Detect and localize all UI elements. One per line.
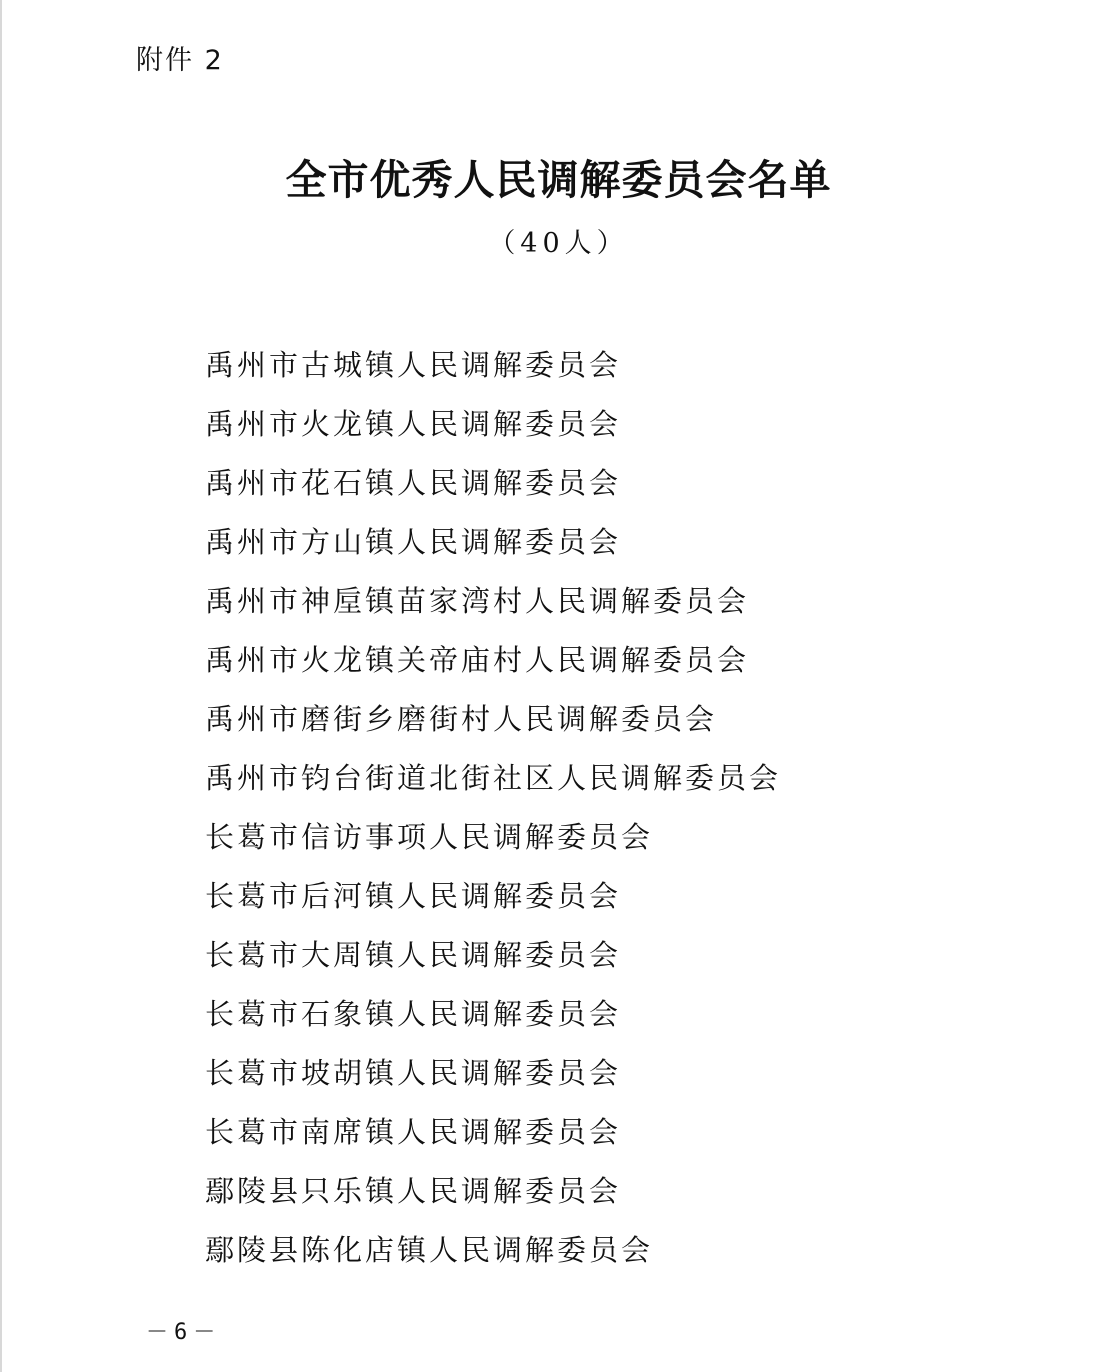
list-item: 长葛市大周镇人民调解委员会 (205, 938, 622, 972)
page-title: 全市优秀人民调解委员会名单 (285, 156, 832, 204)
list-item: 鄢陵县只乐镇人民调解委员会 (205, 1174, 622, 1208)
list-item: 禹州市方山镇人民调解委员会 (205, 525, 622, 559)
list-item: 长葛市石象镇人民调解委员会 (205, 997, 622, 1031)
list-item: 禹州市古城镇人民调解委员会 (205, 348, 622, 382)
page-subtitle: （40人） (488, 228, 629, 259)
list-item: 长葛市坡胡镇人民调解委员会 (205, 1056, 622, 1090)
attachment-label: 附件 2 (136, 45, 224, 76)
list-item: 禹州市磨街乡磨街村人民调解委员会 (205, 702, 718, 736)
list-item: 禹州市花石镇人民调解委员会 (205, 466, 622, 500)
committee-list (205, 336, 781, 1280)
list-item: 禹州市火龙镇关帝庙村人民调解委员会 (205, 643, 750, 677)
list-item: 鄢陵县陈化店镇人民调解委员会 (205, 1233, 654, 1267)
page-number: －6－ (146, 1320, 222, 1345)
list-item: 长葛市后河镇人民调解委员会 (205, 879, 622, 913)
list-item: 禹州市钧台街道北街社区人民调解委员会 (205, 761, 782, 795)
list-item: 长葛市信访事项人民调解委员会 (205, 820, 654, 854)
list-item: 禹州市火龙镇人民调解委员会 (205, 407, 622, 441)
list-item: 禹州市神垕镇苗家湾村人民调解委员会 (205, 584, 750, 618)
list-item: 长葛市南席镇人民调解委员会 (205, 1115, 622, 1149)
